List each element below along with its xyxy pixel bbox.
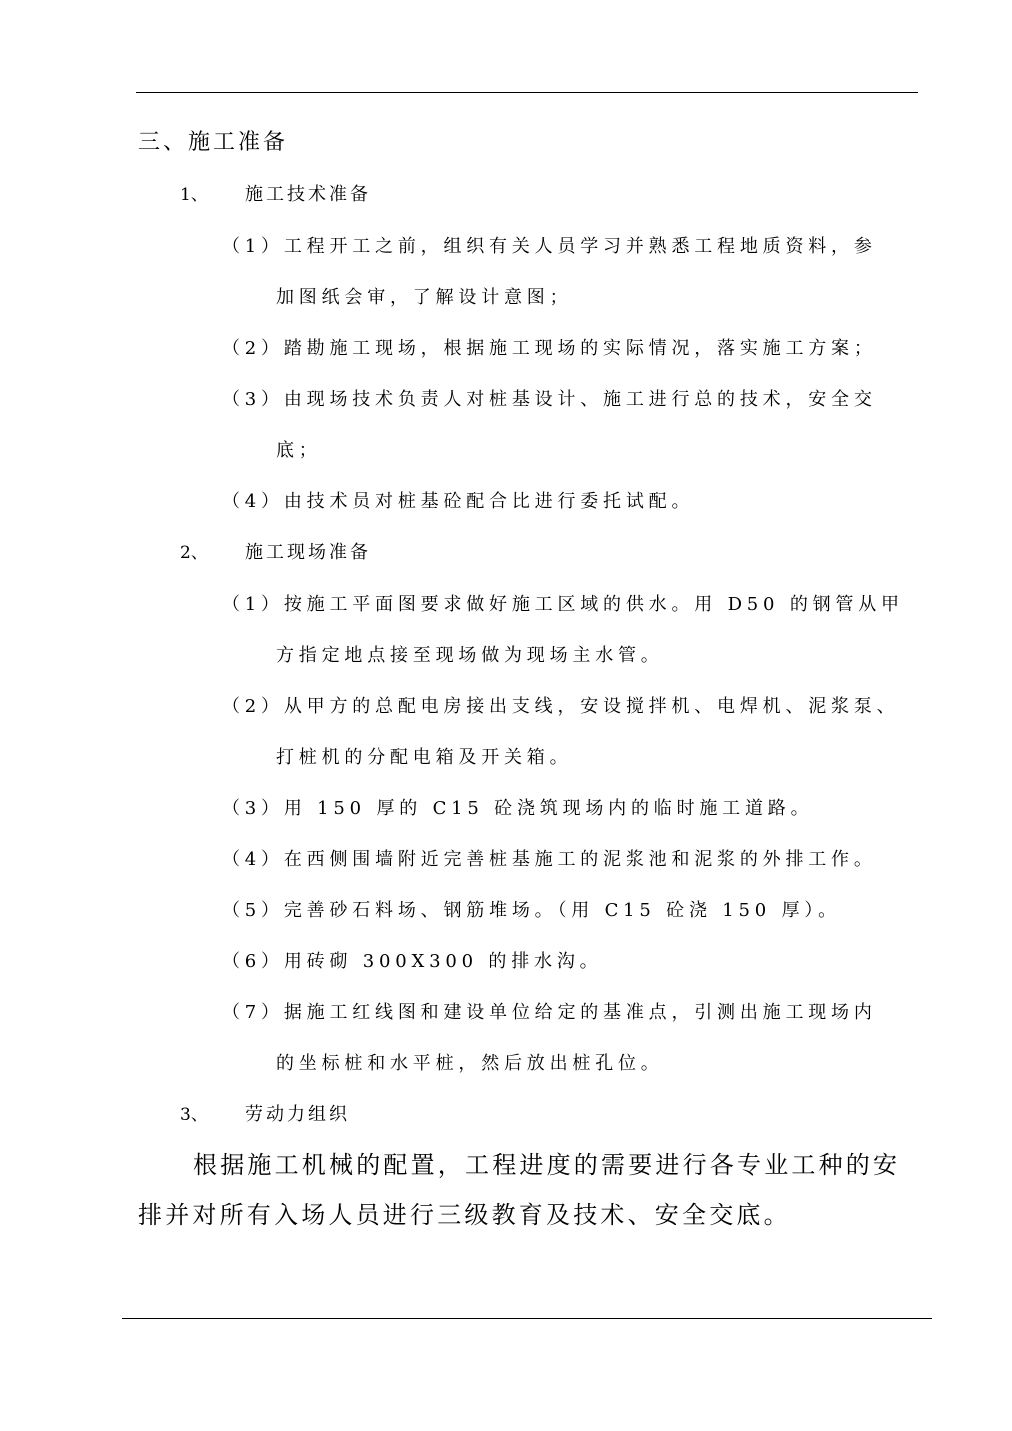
paragraph-line: 根据施工机械的配置，工程进度的需要进行各专业工种的安 <box>193 1151 901 1179</box>
subsection-title: 劳动力组织 <box>245 1104 350 1125</box>
list-item-line: 打桩机的分配电箱及开关箱。 <box>276 747 573 768</box>
header-rule <box>136 92 918 93</box>
subsection-title: 施工现场准备 <box>245 542 371 563</box>
list-item-line: 底； <box>276 440 322 461</box>
list-item-line: （3）用 150 厚的 C15 砼浇筑现场内的临时施工道路。 <box>222 798 814 819</box>
subsection-title: 施工技术准备 <box>245 184 371 205</box>
list-item-line: （7）据施工红线图和建设单位给定的基准点，引测出施工现场内 <box>222 1002 877 1023</box>
list-item-line: 加图纸会审，了解设计意图； <box>276 287 573 308</box>
list-item-line: （1）按施工平面图要求做好施工区域的供水。用 D50 的钢管从甲 <box>222 594 904 615</box>
list-item-line: （4）由技术员对桩基砼配合比进行委托试配。 <box>222 491 695 512</box>
list-item-line: 方指定地点接至现场做为现场主水管。 <box>276 645 664 666</box>
list-item-line: （5）完善砂石料场、钢筋堆场。（用 C15 砼浇 150 厚）。 <box>222 900 841 921</box>
list-item-line: （1）工程开工之前，组织有关人员学习并熟悉工程地质资料，参 <box>222 236 877 257</box>
list-item-line: （6）用砖砌 300X300 的排水沟。 <box>222 951 603 972</box>
list-item-line: （3）由现场技术负责人对桩基设计、施工进行总的技术，安全交 <box>222 389 877 410</box>
list-item-line: 的坐标桩和水平桩，然后放出桩孔位。 <box>276 1053 664 1074</box>
subsection-number: 2、 <box>180 543 208 563</box>
list-item-line: （2）从甲方的总配电房接出支线，安设搅拌机、电焊机、泥浆泵、 <box>222 696 900 717</box>
list-item-line: （2）踏勘施工现场，根据施工现场的实际情况，落实施工方案； <box>222 338 877 359</box>
subsection-number: 3、 <box>180 1105 208 1125</box>
subsection-number: 1、 <box>180 185 208 205</box>
paragraph-line: 排并对所有入场人员进行三级教育及技术、安全交底。 <box>138 1201 791 1229</box>
section-title: 三、施工准备 <box>138 130 289 155</box>
list-item-line: （4）在西侧围墙附近完善桩基施工的泥浆池和泥浆的外排工作。 <box>222 849 877 870</box>
footer-rule <box>122 1318 932 1319</box>
